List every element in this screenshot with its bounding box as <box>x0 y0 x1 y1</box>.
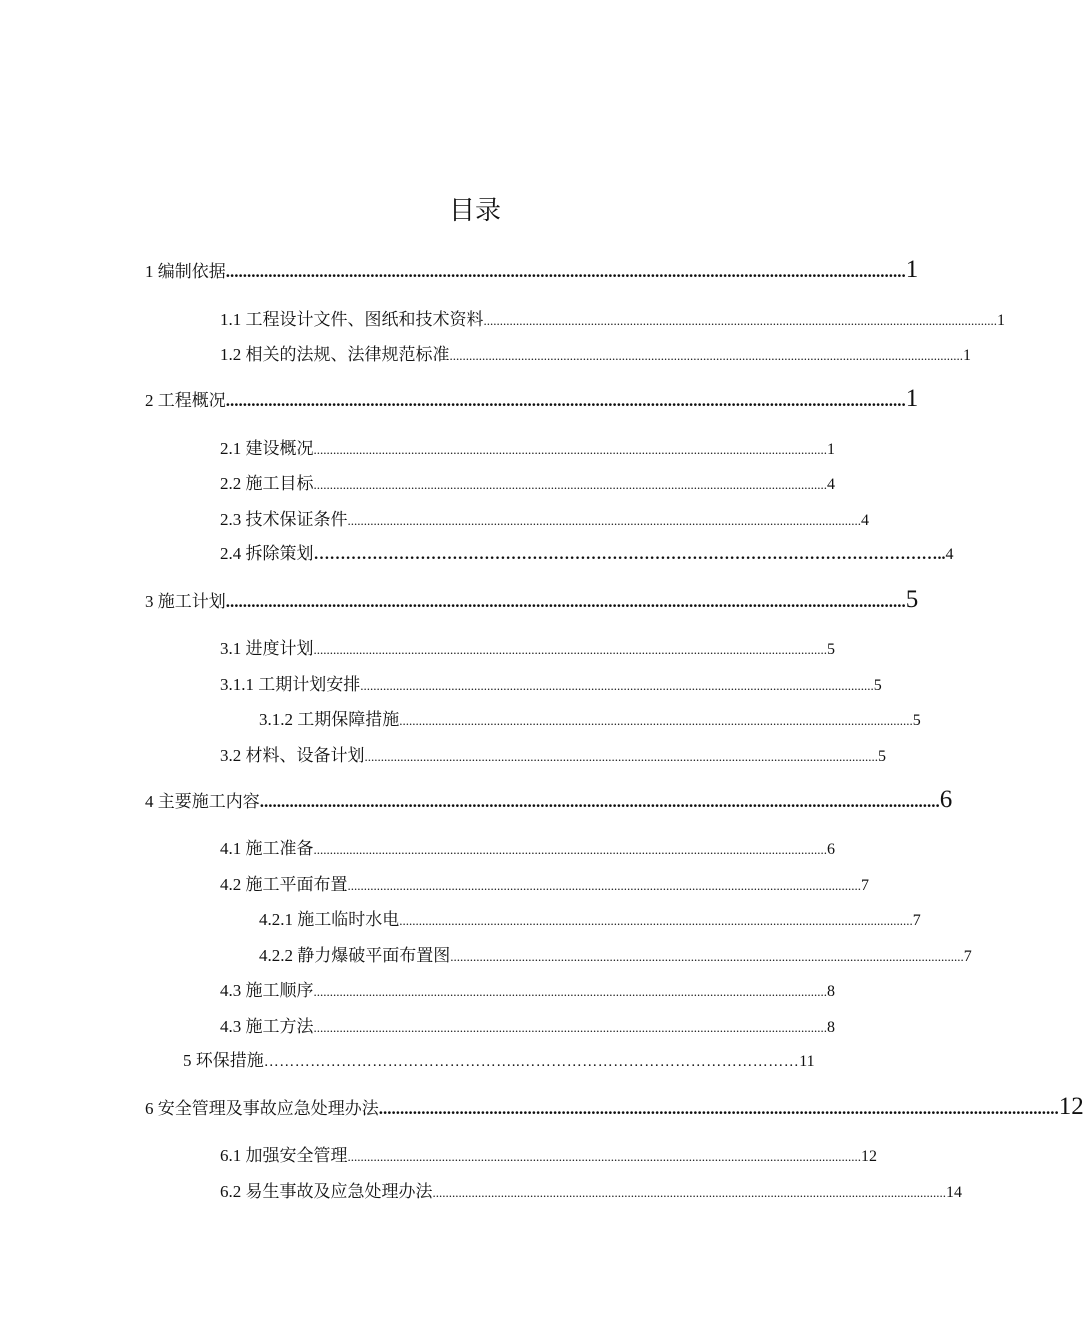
toc-page: 6 <box>939 786 953 813</box>
toc-label: 3.1.2 工期保障措施 <box>259 710 400 729</box>
toc-label: 4.3 施工顺序 <box>220 981 314 1000</box>
toc-leader: .............................................................................................................................................................. <box>364 749 878 764</box>
toc-entry-3-1-1[interactable] <box>220 670 882 695</box>
toc-leader: .............................................................................................................................................................. <box>483 313 997 328</box>
toc-leader: .............................................................................................................................................................. <box>449 348 963 363</box>
toc-entry-4-2-2[interactable] <box>259 941 972 966</box>
toc-leader: .............................................................................................................................................................. <box>399 713 913 728</box>
toc-leader: .............................................................................................................................................................. <box>450 949 964 964</box>
toc-entry-4-3-order[interactable] <box>220 976 835 1001</box>
toc-page: 14 <box>946 1184 962 1201</box>
toc-page: 7 <box>861 877 869 894</box>
toc-leader: ................................................................................................................................................................ <box>378 1099 1059 1118</box>
toc-label: 2.1 建设概况 <box>220 439 314 458</box>
toc-label: 4.2.1 施工临时水电 <box>259 910 400 929</box>
toc-leader: .............................................................................................................................................................. <box>313 842 827 857</box>
toc-label: 4.3 施工方法 <box>220 1017 314 1036</box>
toc-entry-4-3-method[interactable] <box>220 1012 835 1037</box>
toc-entry-6-1[interactable] <box>220 1141 877 1166</box>
toc-leader: .............................................................................................................................................................. <box>347 513 861 528</box>
toc-label: 2.3 技术保证条件 <box>220 510 348 529</box>
toc-entry-3[interactable] <box>145 586 919 614</box>
toc-label: 1.2 相关的法规、法律规范标准 <box>220 345 450 364</box>
toc-page: 7 <box>912 912 921 929</box>
toc-title: 目录 <box>448 196 501 225</box>
toc-entry-2[interactable] <box>145 385 919 413</box>
toc-page: 5 <box>905 586 919 613</box>
toc-page: 1 <box>963 347 971 364</box>
toc-page: 12 <box>861 1148 877 1165</box>
toc-entry-1-2[interactable] <box>220 340 971 365</box>
toc-page: 7 <box>963 948 972 965</box>
toc-label: 3 施工计划 <box>145 592 226 611</box>
toc-entry-6-2[interactable] <box>220 1177 962 1202</box>
toc-entry-1-1[interactable] <box>220 305 1005 330</box>
toc-page: 5 <box>878 748 886 765</box>
toc-page: 4 <box>861 512 869 529</box>
toc-page: 5 <box>912 712 921 729</box>
toc-entry-4-2[interactable] <box>220 870 869 895</box>
toc-leader: .............................................................................................................................................................. <box>313 1020 827 1035</box>
toc-leader: .............................................................................................................................................................. <box>360 678 874 693</box>
toc-entry-5[interactable] <box>183 1046 815 1071</box>
toc-label: 1 编制依据 <box>145 262 226 281</box>
toc-label: 6.2 易生事故及应急处理办法 <box>220 1182 433 1201</box>
toc-page: 1 <box>997 312 1005 329</box>
toc-leader: …………………………………………..……………………………………………… <box>263 1054 800 1070</box>
toc-page: 5 <box>827 641 835 658</box>
toc-label: 4.1 施工准备 <box>220 839 314 858</box>
toc-entry-4-1[interactable] <box>220 834 835 859</box>
toc-entry-2-2[interactable] <box>220 469 835 494</box>
toc-page: 1 <box>905 385 919 412</box>
toc-label: 2.4 拆除策划 <box>220 544 314 563</box>
toc-leader: .............................................................................................................................................................. <box>399 913 913 928</box>
toc-leader: .............................................................................................................................................................. <box>347 1149 861 1164</box>
toc-label: 2.2 施工目标 <box>220 474 314 493</box>
toc-label: 4.2 施工平面布置 <box>220 875 348 894</box>
toc-leader: ................................................................................................................................................................ <box>225 592 906 611</box>
toc-entry-2-3[interactable] <box>220 505 869 530</box>
toc-entry-4[interactable] <box>145 786 953 814</box>
toc-label: 3.2 材料、设备计划 <box>220 746 365 765</box>
toc-page: 4 <box>945 546 954 563</box>
toc-page: 1 <box>827 441 835 458</box>
toc-page: 8 <box>827 983 835 1000</box>
toc-entry-3-1[interactable] <box>220 634 835 659</box>
toc-leader: ……………………………………………………………………………………………………….. <box>313 546 946 563</box>
toc-page: 1 <box>905 256 919 283</box>
toc-entry-4-2-1[interactable] <box>259 905 921 930</box>
toc-entry-6[interactable] <box>145 1093 1084 1121</box>
toc-label: 3.1 进度计划 <box>220 639 314 658</box>
toc-leader: .............................................................................................................................................................. <box>347 878 861 893</box>
toc-label: 4.2.2 静力爆破平面布置图 <box>259 946 451 965</box>
toc-page: 4 <box>827 476 835 493</box>
toc-label: 3.1.1 工期计划安排 <box>220 675 361 694</box>
toc-leader: ................................................................................................................................................................ <box>225 262 906 281</box>
toc-entry-3-2[interactable] <box>220 741 886 766</box>
toc-leader: .............................................................................................................................................................. <box>313 477 827 492</box>
toc-leader: ................................................................................................................................................................ <box>259 792 940 811</box>
toc-leader: .............................................................................................................................................................. <box>313 642 827 657</box>
toc-label: 1.1 工程设计文件、图纸和技术资料 <box>220 310 484 329</box>
toc-page: 5 <box>873 677 882 694</box>
toc-entry-2-4[interactable] <box>220 539 954 564</box>
toc-page: 11 <box>799 1053 815 1070</box>
toc-entry-1[interactable] <box>145 256 919 284</box>
toc-leader: ................................................................................................................................................................ <box>225 391 906 410</box>
toc-page: 6 <box>827 841 835 858</box>
toc-page: 12 <box>1058 1093 1084 1120</box>
toc-label: 5 环保措施 <box>183 1051 264 1070</box>
toc-page: 8 <box>827 1019 835 1036</box>
toc-leader: .............................................................................................................................................................. <box>313 984 827 999</box>
toc-leader: .............................................................................................................................................................. <box>313 442 827 457</box>
toc-label: 2 工程概况 <box>145 391 226 410</box>
toc-leader: .............................................................................................................................................................. <box>432 1185 946 1200</box>
toc-label: 6.1 加强安全管理 <box>220 1146 348 1165</box>
toc-label: 6 安全管理及事故应急处理办法 <box>145 1099 379 1118</box>
toc-entry-2-1[interactable] <box>220 434 835 459</box>
toc-label: 4 主要施工内容 <box>145 792 260 811</box>
toc-entry-3-1-2[interactable] <box>259 705 921 730</box>
